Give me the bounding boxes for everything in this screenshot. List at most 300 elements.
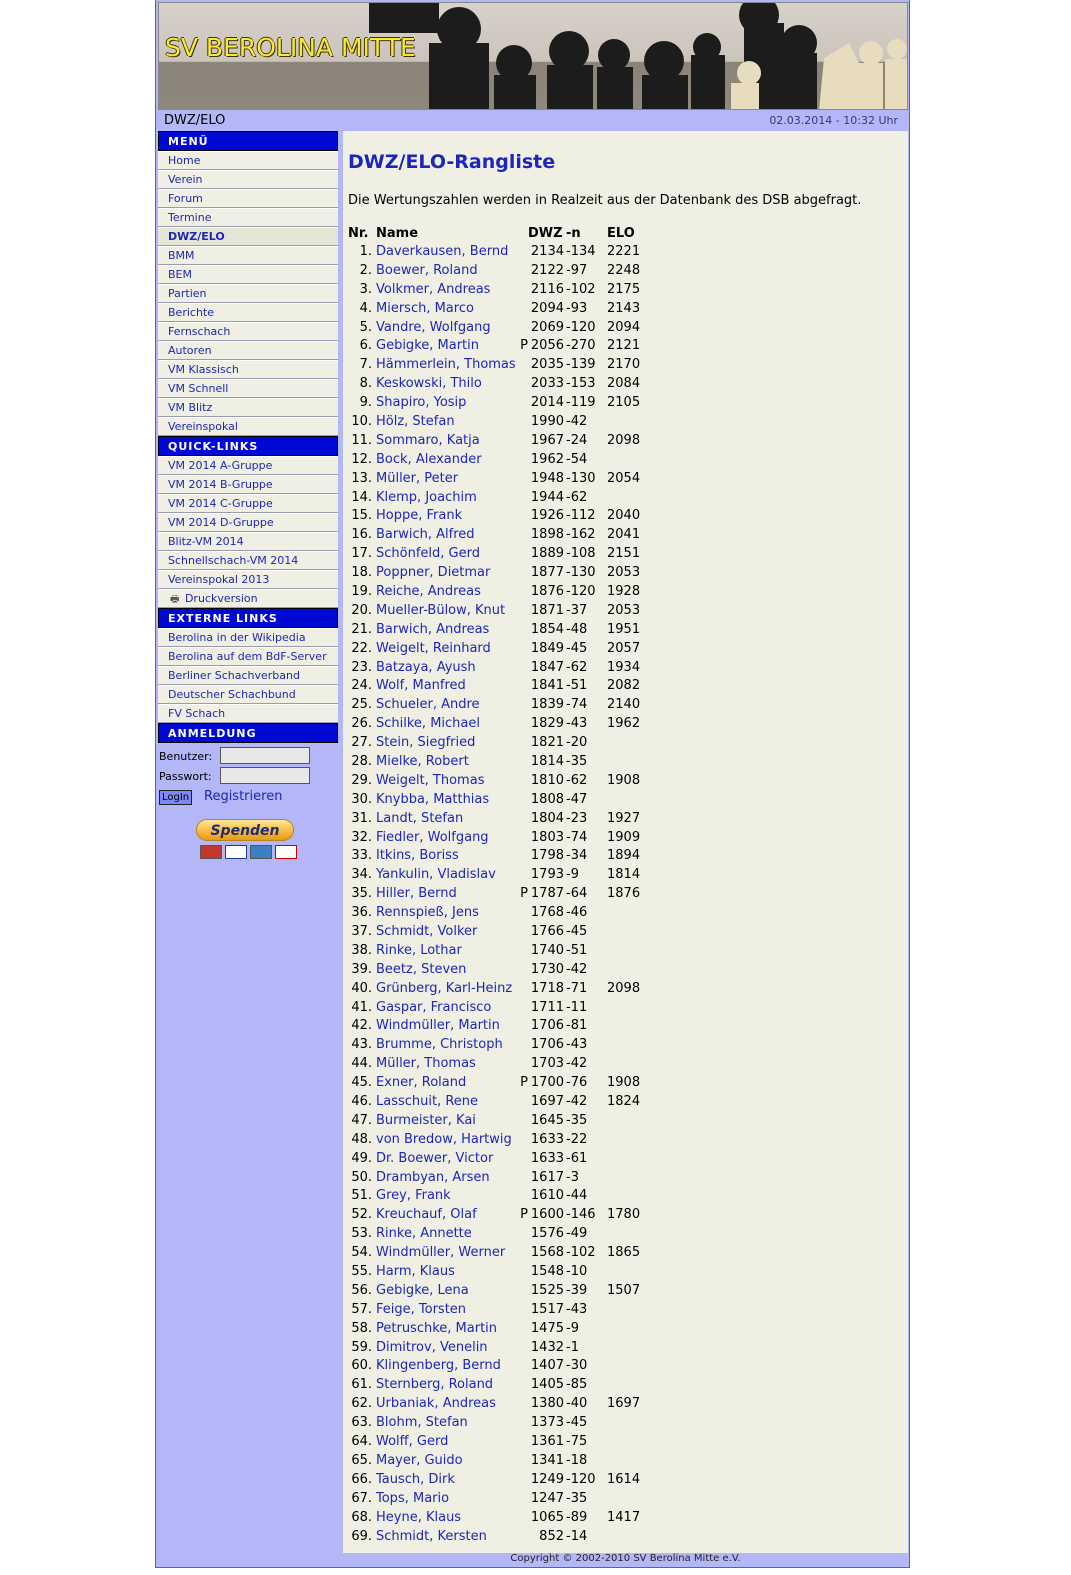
player-name-link[interactable]: Blohm, Stefan — [376, 1415, 468, 1431]
dwz-count: -62 — [566, 489, 588, 505]
player-name-link[interactable]: Lasschuit, Rene — [376, 1094, 479, 1110]
player-name-link[interactable]: Weigelt, Thomas — [376, 772, 485, 788]
dwz-rating: 2094 — [530, 300, 564, 316]
player-name-link[interactable]: Sommaro, Katja — [376, 432, 480, 448]
table-row — [348, 601, 647, 620]
player-name-link[interactable]: Gebigke, Martin — [376, 338, 479, 354]
table-row — [348, 941, 647, 960]
player-name-link[interactable]: Schilke, Michael — [376, 716, 480, 732]
table-row — [348, 1357, 647, 1376]
external-link-deutscher-schachbund[interactable]: Deutscher Schachbund — [158, 685, 338, 704]
dwz-rating: 1645 — [530, 1112, 564, 1128]
dwz-rating: 1576 — [530, 1226, 564, 1242]
dwz-rating: 1814 — [530, 753, 564, 769]
table-row — [348, 431, 647, 450]
table-row — [348, 1092, 647, 1111]
rank-number: 4. — [359, 300, 372, 316]
menu-item-home[interactable]: Home — [158, 151, 338, 170]
dwz-count: -102 — [566, 1245, 596, 1261]
provisional-flag — [516, 374, 528, 393]
dwz-count: -24 — [566, 432, 588, 448]
elo-rating: 1614 — [607, 1471, 641, 1487]
dwz-rating: 1803 — [530, 829, 564, 845]
provisional-flag — [516, 658, 528, 677]
player-name-link[interactable]: Mueller-Bülow, Knut — [376, 602, 506, 618]
player-name-link[interactable]: Itkins, Boriss — [376, 848, 459, 864]
rank-number: 40. — [351, 980, 372, 996]
player-name-link[interactable]: Beetz, Steven — [376, 961, 467, 977]
provisional-flag — [516, 1432, 528, 1451]
dwz-rating: 1926 — [530, 508, 564, 524]
provisional-flag — [516, 1527, 528, 1546]
player-name-link[interactable]: Rennspieß, Jens — [376, 905, 479, 921]
dwz-count: -49 — [566, 1226, 588, 1242]
dwz-count: -45 — [566, 640, 588, 656]
site-banner — [158, 2, 908, 110]
table-row — [348, 1054, 647, 1073]
player-name-link[interactable]: Mielke, Robert — [376, 753, 469, 769]
elo-rating — [606, 1149, 647, 1168]
provisional-flag — [516, 1375, 528, 1394]
dwz-count: -43 — [566, 1301, 588, 1317]
elo-rating — [606, 1413, 647, 1432]
rank-number: 56. — [351, 1282, 372, 1298]
table-row — [348, 1338, 647, 1357]
elo-rating: 1417 — [607, 1509, 641, 1525]
provisional-flag — [516, 790, 528, 809]
menu-item-vm-klassisch[interactable]: VM Klassisch — [158, 360, 338, 379]
elo-rating — [606, 1432, 647, 1451]
dwz-rating: 1967 — [530, 432, 564, 448]
provisional-flag — [516, 828, 528, 847]
page-title: DWZ/ELO-Rangliste — [348, 151, 556, 173]
player-name-link[interactable]: Schmidt, Kersten — [376, 1528, 487, 1544]
provisional-flag — [516, 941, 528, 960]
player-name-link[interactable]: Rinke, Lothar — [376, 942, 462, 958]
menu-item-bem[interactable]: BEM — [158, 265, 338, 284]
rank-number: 38. — [351, 942, 372, 958]
provisional-flag — [516, 393, 528, 412]
player-name-link[interactable]: Volkmer, Andreas — [376, 281, 491, 297]
dwz-count: -139 — [566, 357, 596, 373]
rating-table — [348, 224, 647, 1545]
dwz-rating: 2134 — [530, 243, 564, 259]
header-p — [516, 224, 528, 242]
menu-item-autoren[interactable]: Autoren — [158, 341, 338, 360]
rank-number: 64. — [351, 1434, 372, 1450]
provisional-flag — [516, 1300, 528, 1319]
dwz-rating: 2035 — [530, 357, 564, 373]
provisional-flag — [516, 903, 528, 922]
player-name-link[interactable]: Bock, Alexander — [376, 451, 482, 467]
player-name-link[interactable]: Barwich, Andreas — [376, 621, 490, 637]
rank-number: 18. — [351, 565, 372, 581]
provisional-flag — [516, 450, 528, 469]
rank-number: 45. — [351, 1075, 372, 1091]
quick-link-vm-2014-d-gruppe[interactable]: VM 2014 D-Gruppe — [158, 513, 338, 532]
table-row — [348, 374, 647, 393]
dwz-rating: 2069 — [530, 319, 564, 335]
dwz-count: -40 — [566, 1396, 588, 1412]
dwz-count: -134 — [566, 243, 596, 259]
rank-number: 10. — [351, 413, 372, 429]
menu-item-vereinspokal[interactable]: Vereinspokal — [158, 417, 338, 436]
player-name-link[interactable]: Mayer, Guido — [376, 1452, 463, 1468]
dwz-rating: 1730 — [530, 961, 564, 977]
provisional-flag — [516, 1470, 528, 1489]
dwz-count: -34 — [566, 848, 588, 864]
page-frame — [155, 0, 910, 1568]
table-row — [348, 903, 647, 922]
elo-rating: 1934 — [607, 659, 641, 675]
player-name-link[interactable]: Grey, Frank — [376, 1188, 451, 1204]
dwz-rating: 1889 — [530, 546, 564, 562]
dwz-rating: 1361 — [530, 1434, 564, 1450]
external-link-berolina-auf-dem-bdf-server[interactable]: Berolina auf dem BdF-Server — [158, 647, 338, 666]
login-form — [158, 743, 338, 809]
player-name-link[interactable]: Yankulin, Vladislav — [376, 867, 496, 883]
elo-rating — [606, 1017, 647, 1036]
menu-item-vm-blitz[interactable]: VM Blitz — [158, 398, 338, 417]
dwz-count: -74 — [566, 829, 588, 845]
player-name-link[interactable]: Grünberg, Karl-Heinz — [376, 980, 513, 996]
provisional-flag — [516, 525, 528, 544]
external-links-list — [158, 628, 338, 723]
player-name-link[interactable]: Batzaya, Ayush — [376, 659, 476, 675]
dwz-rating: 1948 — [530, 470, 564, 486]
table-row — [348, 1187, 647, 1206]
quick-link-vm-2014-c-gruppe[interactable]: VM 2014 C-Gruppe — [158, 494, 338, 513]
dwz-rating: 2014 — [530, 395, 564, 411]
player-name-link[interactable]: Barwich, Alfred — [376, 527, 475, 543]
menu-item-forum[interactable]: Forum — [158, 189, 338, 208]
provisional-flag — [516, 998, 528, 1017]
provisional-flag — [516, 676, 528, 695]
elo-rating: 2098 — [607, 980, 641, 996]
table-row — [348, 714, 647, 733]
table-row — [348, 639, 647, 658]
table-row — [348, 1375, 647, 1394]
provisional-flag — [516, 1130, 528, 1149]
rank-number: 34. — [351, 867, 372, 883]
player-name-link[interactable]: Vandre, Wolfgang — [376, 319, 491, 335]
rank-number: 54. — [351, 1245, 372, 1261]
dwz-rating: 1697 — [530, 1094, 564, 1110]
rank-number: 68. — [351, 1509, 372, 1525]
provisional-flag — [516, 1338, 528, 1357]
elo-rating: 2054 — [607, 470, 641, 486]
dwz-rating: 1718 — [530, 980, 564, 996]
rank-number: 69. — [351, 1528, 372, 1544]
menu-item-berichte[interactable]: Berichte — [158, 303, 338, 322]
player-name-link[interactable]: Tausch, Dirk — [376, 1471, 455, 1487]
elo-rating — [606, 1262, 647, 1281]
menu-item-fernschach[interactable]: Fernschach — [158, 322, 338, 341]
rank-number: 30. — [351, 791, 372, 807]
player-name-link[interactable]: Stein, Siegfried — [376, 735, 476, 751]
rank-number: 2. — [359, 262, 372, 278]
player-name-link[interactable]: Petruschke, Martin — [376, 1320, 498, 1336]
provisional-flag — [516, 714, 528, 733]
menu-item-termine[interactable]: Termine — [158, 208, 338, 227]
elo-rating: 1908 — [607, 772, 641, 788]
player-name-link[interactable]: Tops, Mario — [376, 1490, 450, 1506]
provisional-flag — [516, 1187, 528, 1206]
provisional-flag — [516, 506, 528, 525]
provisional-flag — [516, 1111, 528, 1130]
table-row — [348, 1508, 647, 1527]
player-name-link[interactable]: Schueler, Andre — [376, 697, 480, 713]
dwz-count: -22 — [566, 1131, 588, 1147]
menu-item-partien[interactable]: Partien — [158, 284, 338, 303]
dwz-rating: 1798 — [530, 848, 564, 864]
table-row — [348, 998, 647, 1017]
provisional-flag — [516, 809, 528, 828]
provisional-flag — [516, 1224, 528, 1243]
site-title[interactable]: SV BEROLINA MITTE — [165, 33, 416, 62]
elo-rating — [606, 1375, 647, 1394]
menu-item-bmm[interactable]: BMM — [158, 246, 338, 265]
player-name-link[interactable]: Brumme, Christoph — [376, 1037, 503, 1053]
dwz-rating: 1525 — [530, 1282, 564, 1298]
provisional-flag — [516, 1017, 528, 1036]
player-name-link[interactable]: Harm, Klaus — [376, 1264, 455, 1280]
player-name-link[interactable]: Feige, Torsten — [376, 1301, 467, 1317]
rank-number: 42. — [351, 1018, 372, 1034]
menu-item-vm-schnell[interactable]: VM Schnell — [158, 379, 338, 398]
menu-item-verein[interactable]: Verein — [158, 170, 338, 189]
player-name-link[interactable]: Dr. Boewer, Victor — [376, 1150, 494, 1166]
player-name-link[interactable]: Heyne, Klaus — [376, 1509, 462, 1525]
table-row — [348, 1432, 647, 1451]
table-row — [348, 1224, 647, 1243]
player-name-link[interactable]: Schmidt, Volker — [376, 924, 478, 939]
player-name-link[interactable]: Hölz, Stefan — [376, 413, 455, 429]
player-name-link[interactable]: Schönfeld, Gerd — [376, 546, 480, 562]
player-name-link[interactable]: Shapiro, Yosip — [376, 395, 467, 411]
rank-number: 28. — [351, 753, 372, 769]
rank-number: 11. — [351, 432, 372, 448]
rank-number: 32. — [351, 829, 372, 845]
player-name-link[interactable]: Burmeister, Kai — [376, 1112, 476, 1128]
table-row — [348, 676, 647, 695]
rank-number: 47. — [351, 1112, 372, 1128]
username-input[interactable] — [220, 747, 310, 764]
table-row — [348, 563, 647, 582]
table-row — [348, 280, 647, 299]
player-name-link[interactable]: Dimitrov, Venelin — [376, 1339, 488, 1355]
elo-rating: 1909 — [607, 829, 641, 845]
dwz-rating: 2122 — [530, 262, 564, 278]
player-name-link[interactable]: Miersch, Marco — [376, 300, 474, 316]
quick-links-list — [158, 456, 338, 589]
player-name-link[interactable]: Kreuchauf, Olaf — [376, 1207, 477, 1223]
player-name-link[interactable]: Daverkausen, Bernd — [376, 243, 509, 259]
quick-links-heading: QUICK-LINKS — [158, 436, 338, 456]
rank-number: 23. — [351, 659, 372, 675]
rank-number: 58. — [351, 1320, 372, 1336]
player-name-link[interactable]: Fiedler, Wolfgang — [376, 829, 489, 845]
player-name-link[interactable]: von Bredow, Hartwig — [376, 1131, 512, 1147]
current-datetime: 02.03.2014 - 10:32 Uhr — [769, 114, 898, 127]
player-name-link[interactable]: Hiller, Bernd — [376, 886, 457, 902]
dwz-count: -112 — [566, 508, 596, 524]
provisional-flag — [516, 412, 528, 431]
table-row — [348, 1470, 647, 1489]
register-link[interactable]: Registrieren — [204, 789, 283, 804]
player-name-link[interactable]: Landt, Stefan — [376, 810, 464, 826]
dwz-rating: 1990 — [530, 413, 564, 429]
player-name-link[interactable]: Rinke, Annette — [376, 1226, 472, 1242]
table-row — [348, 658, 647, 677]
dwz-count: -51 — [566, 678, 588, 694]
provisional-flag — [516, 1357, 528, 1376]
table-row — [348, 1281, 647, 1300]
password-input[interactable] — [220, 767, 310, 784]
player-name-link[interactable]: Urbaniak, Andreas — [376, 1396, 496, 1412]
player-name-link[interactable]: Müller, Thomas — [376, 1056, 476, 1072]
player-name-link[interactable]: Klemp, Joachim — [376, 489, 477, 505]
elo-rating — [606, 1035, 647, 1054]
elo-rating: 1876 — [607, 886, 641, 902]
player-name-link[interactable]: Hämmerlein, Thomas — [376, 357, 516, 373]
player-name-link[interactable]: Hoppe, Frank — [376, 508, 463, 524]
dwz-count: -89 — [566, 1509, 588, 1525]
elo-rating — [606, 1319, 647, 1338]
player-name-link[interactable]: Müller, Peter — [376, 470, 459, 486]
dwz-rating: 852 — [539, 1528, 564, 1544]
player-name-link[interactable]: Keskowski, Thilo — [376, 376, 482, 392]
rank-number: 12. — [351, 451, 372, 467]
dwz-count: -43 — [566, 1037, 588, 1053]
rank-number: 63. — [351, 1415, 372, 1431]
player-name-link[interactable]: Drambyan, Arsen — [376, 1169, 490, 1185]
quick-link-schnellschach-vm-2014[interactable]: Schnellschach-VM 2014 — [158, 551, 338, 570]
player-name-link[interactable]: Klingenberg, Bernd — [376, 1358, 501, 1374]
dwz-rating: 1517 — [530, 1301, 564, 1317]
rank-number: 65. — [351, 1452, 372, 1468]
dwz-rating: 1787 — [530, 886, 564, 902]
provisional-flag — [516, 1243, 528, 1262]
dwz-count: -30 — [566, 1358, 588, 1374]
player-name-link[interactable]: Reiche, Andreas — [376, 583, 481, 599]
table-row — [348, 1168, 647, 1187]
elo-rating: 1507 — [607, 1282, 641, 1298]
menu-heading: MENÜ — [158, 131, 338, 151]
player-name-link[interactable]: Sternberg, Roland — [376, 1377, 494, 1393]
dwz-rating: 1847 — [530, 659, 564, 675]
dwz-rating: 1711 — [530, 999, 564, 1015]
dwz-rating: 1841 — [530, 678, 564, 694]
external-link-fv-schach[interactable]: FV Schach — [158, 704, 338, 723]
dwz-rating: 2033 — [530, 376, 564, 392]
player-name-link[interactable]: Exner, Roland — [376, 1075, 467, 1091]
quick-link-blitz-vm-2014[interactable]: Blitz-VM 2014 — [158, 532, 338, 551]
player-name-link[interactable]: Windmüller, Werner — [376, 1245, 506, 1261]
dwz-count: -48 — [566, 621, 588, 637]
elo-rating: 2143 — [607, 300, 641, 316]
rank-number: 27. — [351, 735, 372, 751]
dwz-count: -35 — [566, 753, 588, 769]
elo-rating: 1908 — [607, 1075, 641, 1091]
rank-number: 43. — [351, 1037, 372, 1053]
provisional-flag — [516, 261, 528, 280]
rank-number: 17. — [351, 546, 372, 562]
dwz-count: -74 — [566, 697, 588, 713]
rank-number: 46. — [351, 1094, 372, 1110]
dwz-count: -162 — [566, 527, 596, 543]
elo-rating: 1824 — [607, 1094, 641, 1110]
donate-button[interactable]: Spenden — [196, 819, 294, 841]
dwz-rating: 1808 — [530, 791, 564, 807]
player-name-link[interactable]: Knybba, Matthias — [376, 791, 490, 807]
provisional-flag — [516, 1394, 528, 1413]
footer-copyright: Copyright © 2002-2010 SV Berolina Mitte e.V. — [510, 1553, 741, 1564]
quick-link-vm-2014-a-gruppe[interactable]: VM 2014 A-Gruppe — [158, 456, 338, 475]
player-name-link[interactable]: Poppner, Dietmar — [376, 565, 491, 581]
print-version-link[interactable] — [158, 589, 338, 608]
dwz-count: -62 — [566, 772, 588, 788]
table-row — [348, 733, 647, 752]
dwz-rating: 1475 — [530, 1320, 564, 1336]
dwz-count: -37 — [566, 602, 588, 618]
dwz-count: -62 — [566, 659, 588, 675]
provisional-flag — [516, 280, 528, 299]
elo-rating — [606, 1111, 647, 1130]
rank-number: 19. — [351, 583, 372, 599]
dwz-rating: 1871 — [530, 602, 564, 618]
provisional-flag — [516, 695, 528, 714]
dwz-count: -45 — [566, 924, 588, 939]
elo-rating: 2040 — [607, 508, 641, 524]
table-row — [348, 355, 647, 374]
elo-rating: 2053 — [607, 602, 641, 618]
provisional-flag — [516, 960, 528, 979]
elo-rating — [606, 1357, 647, 1376]
elo-rating — [606, 1224, 647, 1243]
table-row — [348, 525, 647, 544]
menu-item-dwz-elo[interactable]: DWZ/ELO — [158, 227, 338, 246]
external-links-heading: EXTERNE LINKS — [158, 608, 338, 628]
dwz-rating: 1810 — [530, 772, 564, 788]
rank-number: 14. — [351, 489, 372, 505]
dwz-count: -23 — [566, 810, 588, 826]
player-name-link[interactable]: Wolf, Manfred — [376, 678, 466, 694]
dwz-rating: 1706 — [530, 1037, 564, 1053]
elo-rating — [606, 1300, 647, 1319]
login-button[interactable]: LogIn — [159, 790, 192, 805]
table-row — [348, 847, 647, 866]
external-link-berolina-in-der-wikipedia[interactable]: Berolina in der Wikipedia — [158, 628, 338, 647]
table-row — [348, 1300, 647, 1319]
dwz-count: -85 — [566, 1377, 588, 1393]
dwz-count: -9 — [566, 867, 579, 883]
player-name-link[interactable]: Weigelt, Reinhard — [376, 640, 491, 656]
payment-cards — [200, 845, 300, 861]
player-name-link[interactable]: Wolff, Gerd — [376, 1434, 449, 1450]
elo-rating — [606, 903, 647, 922]
rank-number: 39. — [351, 961, 372, 977]
player-name-link[interactable]: Boewer, Roland — [376, 262, 478, 278]
player-name-link[interactable]: Gebigke, Lena — [376, 1282, 469, 1298]
quick-link-vm-2014-b-gruppe[interactable]: VM 2014 B-Gruppe — [158, 475, 338, 494]
player-name-link[interactable]: Windmüller, Martin — [376, 1018, 500, 1034]
table-row — [348, 1073, 647, 1092]
external-link-berliner-schachverband[interactable]: Berliner Schachverband — [158, 666, 338, 685]
player-name-link[interactable]: Gaspar, Francisco — [376, 999, 492, 1015]
quick-link-vereinspokal-2013[interactable]: Vereinspokal 2013 — [158, 570, 338, 589]
table-row — [348, 1149, 647, 1168]
